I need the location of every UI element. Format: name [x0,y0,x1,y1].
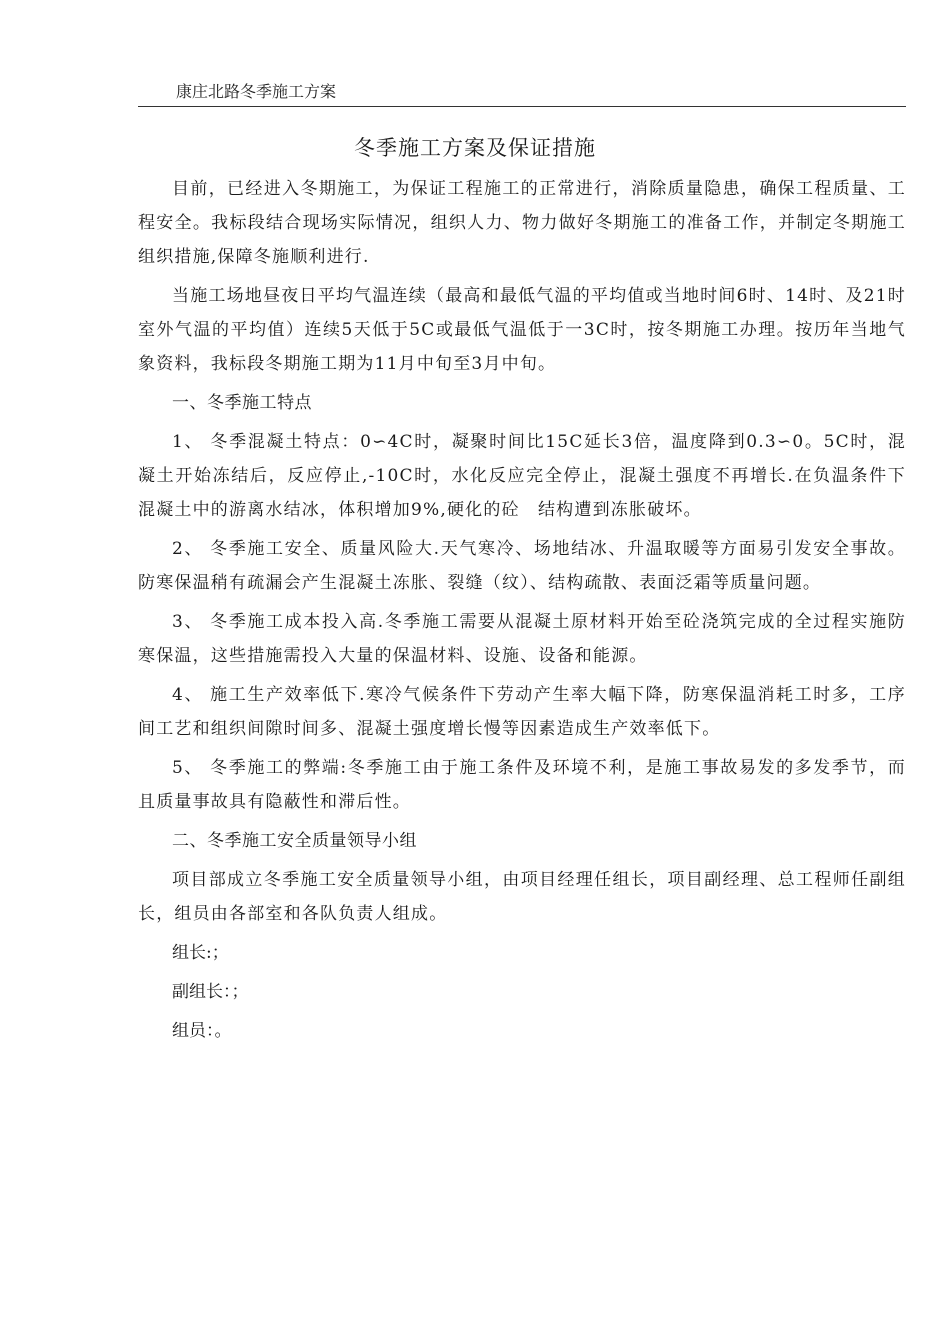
leader-line: 组长:； [172,943,229,963]
criteria-paragraph: 当施工场地昼夜日平均气温连续（最高和最低气温的平均值或当地时间6时、14时、及21时室外气温的平均值）连续5天低于5C或最低气温低于一3C时，按冬期施工办理。按历年当地气象资料，我标段冬期施工期为11月中旬至3月中旬。 [138,286,906,374]
section-2-heading: 二、冬季施工安全质量领导小组 [172,831,417,851]
header-text: 康庄北路冬季施工方案 [176,82,337,101]
members-line: 组员：。 [172,1021,232,1041]
section-1-item-5: 5、 冬季施工的弊端:冬季施工由于施工条件及环境不利，是施工事故易发的多发季节，而且质量事故具有隐蔽性和滞后性。 [138,758,906,812]
document-body [138,172,906,1053]
section-1-item-2: 2、 冬季施工安全、质量风险大.天气寒冷、场地结冰、升温取暖等方面易引发安全事故。防寒保温稍有疏漏会产生混凝土冻胀、裂缝（纹）、结构疏散、表面泛霜等质量问题。 [138,539,906,593]
section-1-item-4: 4、 施工生产效率低下.寒冷气候条件下劳动产生率大幅下降，防寒保温消耗工时多，工序间工艺和组织间隙时间多、混凝土强度增长慢等因素造成生产效率低下。 [138,685,906,739]
deputy-leader-line: 副组长：； [172,982,249,1002]
section-2-body: 项目部成立冬季施工安全质量领导小组，由项目经理任组长，项目副经理、总工程师任副组长，组员由各部室和各队负责人组成。 [138,870,906,924]
section-1-heading: 一、冬季施工特点 [172,393,312,413]
section-1-item-3: 3、 冬季施工成本投入高.冬季施工需要从混凝土原材料开始至砼浇筑完成的全过程实施防寒保温，这些措施需投入大量的保温材料、设施、设备和能源。 [138,612,906,666]
section-1-item-1: 1、 冬季混凝土特点：0∽4C时，凝聚时间比15C延长3倍，温度降到0.3∽0。5C时，混凝土开始冻结后，反应停止,-10C时，水化反应完全停止，混凝土强度不再增长.在负温条件下混凝土中的游离水结冰，体积增加9%,硬化的砼 结构遭到冻胀破坏。 [138,432,906,520]
document-title: 冬季施工方案及保证措施 [354,136,596,160]
page-header [138,80,906,107]
intro-paragraph: 目前，已经进入冬期施工，为保证工程施工的正常进行，消除质量隐患，确保工程质量、工程安全。我标段结合现场实际情况，组织人力、物力做好冬期施工的准备工作，并制定冬期施工组织措施,保障冬施顺利进行. [138,179,906,267]
